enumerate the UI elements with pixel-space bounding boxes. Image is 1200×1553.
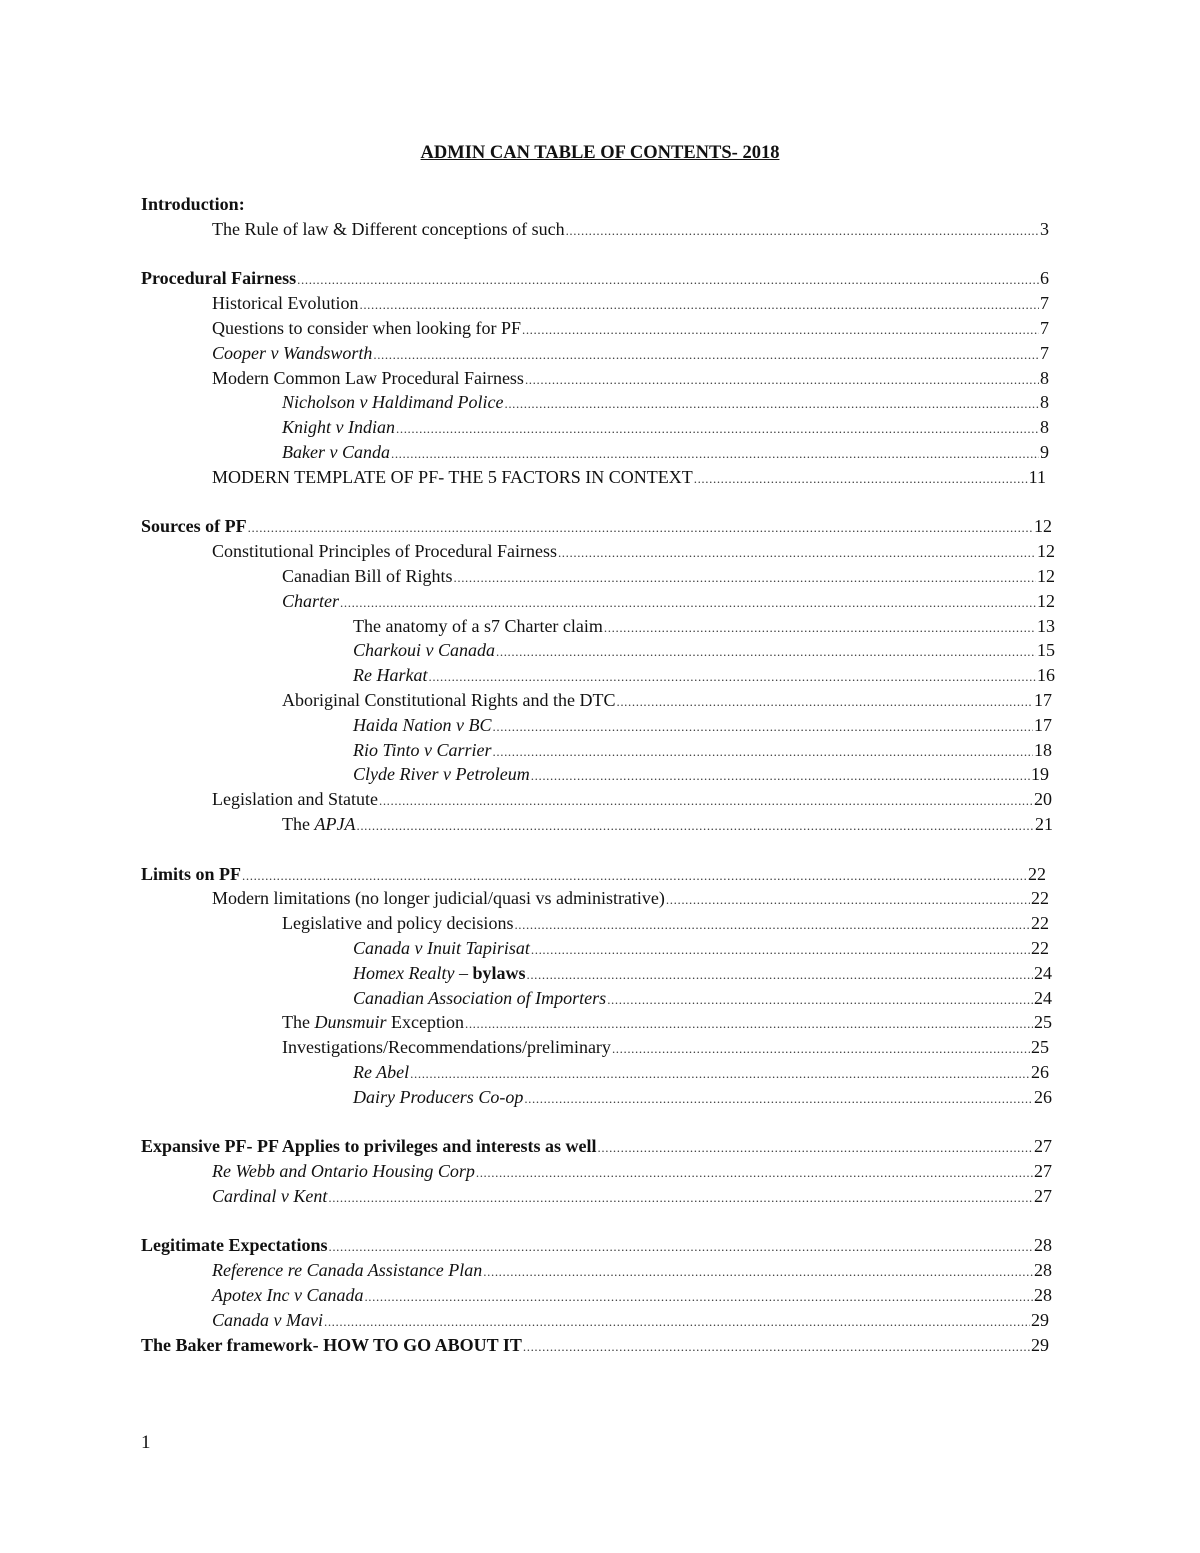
toc-entry-label [282,911,513,936]
toc-entry-label [212,787,378,812]
toc-entry [0,1035,1049,1060]
dot-leader [666,886,1030,913]
toc-entry [0,1184,1052,1209]
dot-leader [504,390,1039,417]
toc-entry-text: Expansive PF- PF Applies to privileges and interests as well [141,1136,597,1157]
page-title: ADMIN CAN TABLE OF CONTENTS- 2018 [420,143,780,163]
toc-page-number: 7 [1040,293,1049,314]
toc-page-number: 17 [1034,689,1052,710]
toc-page-number: 3 [1040,218,1049,239]
toc-entry-label [282,688,615,713]
dot-leader [522,316,1039,343]
toc-entry [0,217,1049,242]
toc-entry [0,1283,1052,1308]
toc-entry-label [141,1134,597,1159]
toc-entry [0,1333,1049,1358]
toc-page-number: 29 [1031,1334,1049,1355]
toc-entry-text: Procedural Fairness [141,268,297,289]
toc-entry-label [282,440,390,465]
toc-entry-label [141,862,241,887]
toc-entry [0,316,1049,341]
toc-entry [0,862,1046,887]
toc-entry-label [353,1060,409,1085]
toc-entry-text: Exception [386,1012,464,1033]
toc-entry-text: The Rule of law & Different conceptions of such [212,218,565,239]
dot-leader [598,1134,1033,1161]
toc-entry-label [141,514,247,539]
toc-page-number: 28 [1034,1235,1052,1256]
toc-entry-text: Aboriginal Constitutional Rights and the DTC [282,689,616,710]
toc-entry [0,1134,1052,1159]
toc-page-number: 21 [1035,813,1053,834]
dot-leader [364,1283,1033,1310]
toc-entry-text: Constitutional Principles of Procedural Fairness [212,541,557,562]
toc-entry [0,1159,1052,1184]
dot-leader [328,1233,1033,1260]
dot-leader [612,1035,1030,1062]
toc-entry-label [212,341,372,366]
toc-entry [0,688,1052,713]
toc-page-number: 11 [1028,466,1046,487]
dot-leader [356,812,1034,839]
dot-leader [328,1184,1033,1211]
toc-page-number: 12 [1037,565,1055,586]
toc-page-number: 8 [1040,417,1049,438]
toc-page-number: 19 [1031,764,1049,785]
toc-entry-label [353,961,525,986]
toc-entry-label [353,738,492,763]
toc-entry-text: Clyde River v Petroleum [353,764,530,785]
toc-page-number: 7 [1040,342,1049,363]
toc-page-number: 15 [1037,640,1055,661]
dot-leader [493,713,1034,740]
toc-page-number: 7 [1040,317,1049,338]
toc-entry-text: Reference re Canada Assistance Plan [212,1260,483,1281]
toc-entry [0,1010,1052,1035]
toc-entry-label [141,266,296,291]
toc-page-number: 26 [1034,1086,1052,1107]
toc-entry [0,614,1055,639]
toc-page-number: 28 [1034,1260,1052,1281]
toc-entry-text: The [282,1012,315,1033]
toc-entry-label [212,465,693,490]
toc-page-number: 22 [1031,937,1049,958]
toc-page-number: 22 [1028,863,1046,884]
dot-leader [493,738,1033,765]
toc-entry [0,911,1049,936]
dot-leader [465,1010,1033,1037]
dot-leader [242,862,1027,889]
toc-entry-text: Historical Evolution [212,293,359,314]
toc-entry [0,589,1055,614]
toc-page-number: 22 [1031,888,1049,909]
toc-page-number: 8 [1040,367,1049,388]
toc-entry-text: The Baker framework- HOW TO GO ABOUT IT [141,1334,522,1355]
toc-entry-label [212,1258,482,1283]
dot-leader [340,589,1036,616]
toc-entry-text: Canadian Bill of Rights [282,565,453,586]
dot-leader [526,961,1033,988]
toc-page-number: 27 [1034,1161,1052,1182]
toc-entry [0,192,1200,217]
toc-entry-text: Haida Nation v BC [353,714,492,735]
toc-entry-label [282,589,339,614]
toc-entry [0,341,1049,366]
toc-page-number: 28 [1034,1285,1052,1306]
toc-page-number: 24 [1034,987,1052,1008]
toc-entry [0,663,1055,688]
toc-entry-label [212,291,358,316]
toc-entry-text: Dunsmuir [314,1012,387,1033]
dot-leader [396,415,1039,442]
dot-leader [359,291,1039,318]
toc-page-number: 18 [1034,739,1052,760]
dot-leader [525,366,1039,393]
toc-entry-text: APJA [314,813,356,834]
toc-entry-text: Rio Tinto v Carrier [353,739,492,760]
dot-leader [428,663,1036,690]
toc-entry [0,787,1052,812]
toc-page-number: 27 [1034,1136,1052,1157]
toc-entry-text: Legislation and Statute [212,789,378,810]
toc-entry-label [353,713,492,738]
toc-entry-label [212,1283,363,1308]
toc-entry-label [141,1333,522,1358]
toc-entry [0,1233,1052,1258]
toc-entry [0,1258,1052,1283]
toc-page-number: 20 [1034,789,1052,810]
toc-page-number: 25 [1031,1037,1049,1058]
dot-leader [694,465,1028,492]
toc-entry-label [282,415,395,440]
toc-entry [0,986,1052,1011]
toc-entry [0,1085,1052,1110]
toc-page-number: 8 [1040,392,1049,413]
toc-entry-text: Cardinal v Kent [212,1185,328,1206]
toc-entry-text: Legitimate Expectations [141,1235,328,1256]
toc-entry-text: Dairy Producers Co-op [353,1086,524,1107]
toc-entry-text: Questions to consider when looking for PF [212,317,521,338]
toc-entry-text: Re Abel [353,1061,410,1082]
toc-entry [0,539,1055,564]
toc-entry [0,514,1052,539]
dot-leader [616,688,1033,715]
dot-leader [496,638,1036,665]
table-of-contents [0,192,1200,1357]
toc-entry-label [353,614,603,639]
dot-leader [297,266,1039,293]
toc-entry [0,366,1049,391]
toc-entry-label [212,539,557,564]
toc-entry-text: Legislative and policy decisions [282,913,514,934]
dot-leader [476,1159,1033,1186]
toc-entry-label [282,564,453,589]
toc-entry [0,738,1052,763]
toc-entry-text: – [454,962,473,983]
toc-entry-text: Charkoui v Canada [353,640,495,661]
toc-entry-label [282,1010,464,1035]
toc-entry-label [282,812,355,837]
dot-leader [483,1258,1033,1285]
dot-leader [524,1085,1033,1112]
toc-entry-text: Cooper v Wandsworth [212,342,373,363]
toc-entry-text: The anatomy of a s7 Charter claim [353,615,603,636]
dot-leader [248,514,1033,541]
toc-entry-label [141,1233,327,1258]
toc-entry [0,291,1049,316]
dot-leader [454,564,1037,591]
toc-page-number: 13 [1037,615,1055,636]
toc-entry [0,1308,1049,1333]
dot-leader [607,986,1033,1013]
toc-page-number: 27 [1034,1185,1052,1206]
toc-entry-label [212,366,524,391]
dot-leader [324,1308,1030,1335]
dot-leader [604,614,1036,641]
dot-leader [379,787,1033,814]
toc-entry [0,465,1046,490]
toc-entry-text: MODERN TEMPLATE OF PF- THE 5 FACTORS IN CONTEXT [212,466,693,487]
toc-page-number: 9 [1040,441,1049,462]
toc-entry-text: Apotex Inc v Canada [212,1285,364,1306]
toc-entry [0,713,1052,738]
toc-entry-label [212,217,565,242]
toc-entry-text: Knight v Indian [282,417,395,438]
toc-entry [0,564,1055,589]
toc-entry-label [353,936,530,961]
dot-leader [566,217,1039,244]
toc-entry-text: The [282,813,315,834]
toc-entry-label [282,1035,611,1060]
toc-entry [0,415,1049,440]
dot-leader [410,1060,1030,1087]
toc-entry [0,1060,1049,1085]
toc-entry [0,266,1049,291]
toc-entry-label [282,390,503,415]
toc-entry-text: Limits on PF [141,863,242,884]
toc-entry-label [353,1085,523,1110]
toc-entry-text: Canada v Mavi [212,1309,323,1330]
toc-page-number: 6 [1040,268,1049,289]
toc-entry-text: Re Webb and Ontario Housing Corp [212,1161,475,1182]
toc-entry-label [212,1159,475,1184]
dot-leader [391,440,1039,467]
toc-page-number: 29 [1031,1309,1049,1330]
toc-entry [0,961,1052,986]
toc-entry-text: Charter [282,590,340,611]
toc-entry [0,886,1049,911]
toc-entry-text: Introduction: [141,194,245,214]
dot-leader [373,341,1039,368]
dot-leader [531,936,1030,963]
toc-entry-text: Modern Common Law Procedural Fairness [212,367,524,388]
toc-entry-label [353,762,530,787]
toc-page-number: 17 [1034,714,1052,735]
toc-entry-text: Nicholson v Haldimand Police [282,392,504,413]
dot-leader [514,911,1030,938]
dot-leader [523,1333,1030,1360]
toc-entry-text: Modern limitations (no longer judicial/quasi vs administrative) [212,888,665,909]
toc-entry-label [353,986,606,1011]
toc-entry-text: Sources of PF [141,516,247,537]
page-number: 1 [141,1432,151,1453]
toc-page-number: 12 [1037,590,1055,611]
toc-page-number: 12 [1034,516,1052,537]
toc-entry-text: Canada v Inuit Tapirisat [353,937,530,958]
toc-entry-label [353,638,495,663]
toc-entry-text: Re Harkat [353,665,428,686]
toc-entry [0,812,1053,837]
toc-entry-label [141,192,245,217]
toc-entry [0,936,1049,961]
toc-entry [0,762,1049,787]
toc-entry-text: Homex Realty [353,962,455,983]
toc-page-number: 26 [1031,1061,1049,1082]
toc-entry [0,638,1055,663]
dot-leader [531,762,1030,789]
toc-entry-text: Investigations/Recommendations/preliminary [282,1037,611,1058]
toc-page-number: 16 [1037,665,1055,686]
toc-page-number: 22 [1031,913,1049,934]
toc-entry [0,390,1049,415]
toc-entry-label [212,1308,323,1333]
toc-entry-text: Baker v Canda [282,441,390,462]
toc-page-number: 12 [1037,541,1055,562]
dot-leader [558,539,1036,566]
toc-entry-label [212,316,521,341]
toc-entry-text: Canadian Association of Importers [353,987,607,1008]
toc-page-number: 25 [1034,1012,1052,1033]
toc-entry-label [353,663,427,688]
toc-page-number: 24 [1034,962,1052,983]
toc-entry-label [212,1184,327,1209]
toc-entry-text: bylaws [472,962,526,983]
toc-entry-label [212,886,665,911]
toc-entry [0,440,1049,465]
